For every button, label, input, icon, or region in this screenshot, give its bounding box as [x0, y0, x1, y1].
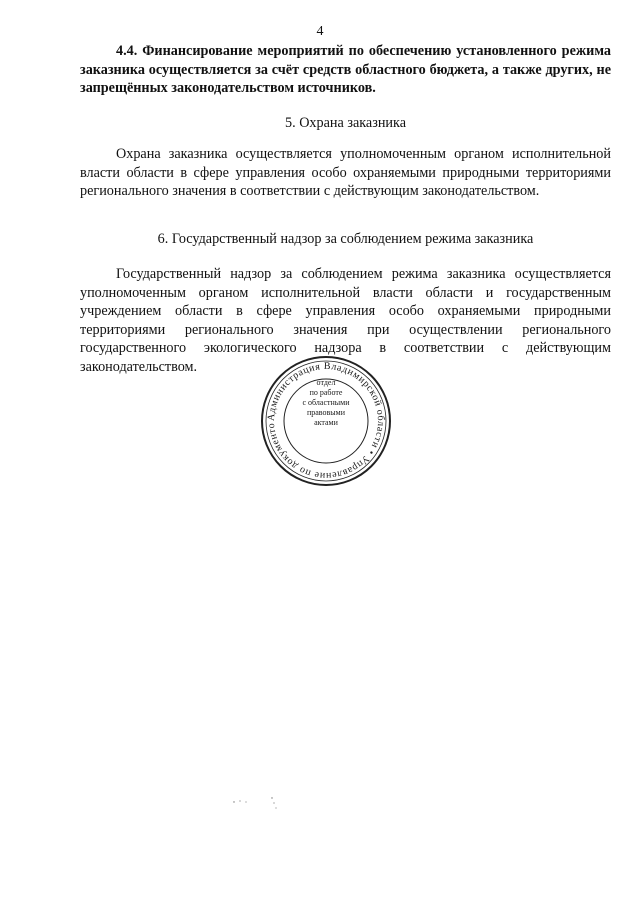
stamp-line: актами: [314, 418, 338, 427]
section-6-heading: 6. Государственный надзор за соблюдением режима заказника: [157, 231, 534, 247]
official-stamp: [259, 354, 393, 488]
section-6-text: Государственный надзор за соблюдением режима заказника осуществляется уполномоченным органом исполнительной власти области и государственным учреждением области в сфере управления особо охраняемыми природными территориями регионального значения при осуществлении регионального государственного экологического надзора в соответствии с действующим законодательством.: [80, 266, 611, 375]
section-4-4-text: 4.4. Финансирование мероприятий по обеспечению установленного режима заказника осуществляется за счёт средств областного бюджета, а также других, не запрещённых законодательством источников.: [80, 43, 611, 97]
section-5-heading: 5. Охрана заказника: [285, 115, 406, 131]
stamp-line: отдел: [316, 378, 336, 387]
stamp-line: правовыми: [306, 408, 346, 417]
stamp-outer-text: Администрация Владимирской области • Управление по документо: [265, 360, 387, 482]
section-5-text: Охрана заказника осуществляется уполномоченным органом исполнительной власти области в сфере управления особо охраняемыми природными территориями регионального значения в соответствии с действующим законодательством.: [80, 146, 611, 200]
stamp-inner-text: [289, 378, 363, 428]
section-4-4: [80, 42, 611, 98]
section-5: [80, 145, 611, 201]
page-number: 4: [316, 24, 324, 39]
stamp-line: по работе: [309, 388, 343, 397]
stamp-line: с областными: [302, 398, 350, 407]
scan-specks: [228, 790, 298, 820]
